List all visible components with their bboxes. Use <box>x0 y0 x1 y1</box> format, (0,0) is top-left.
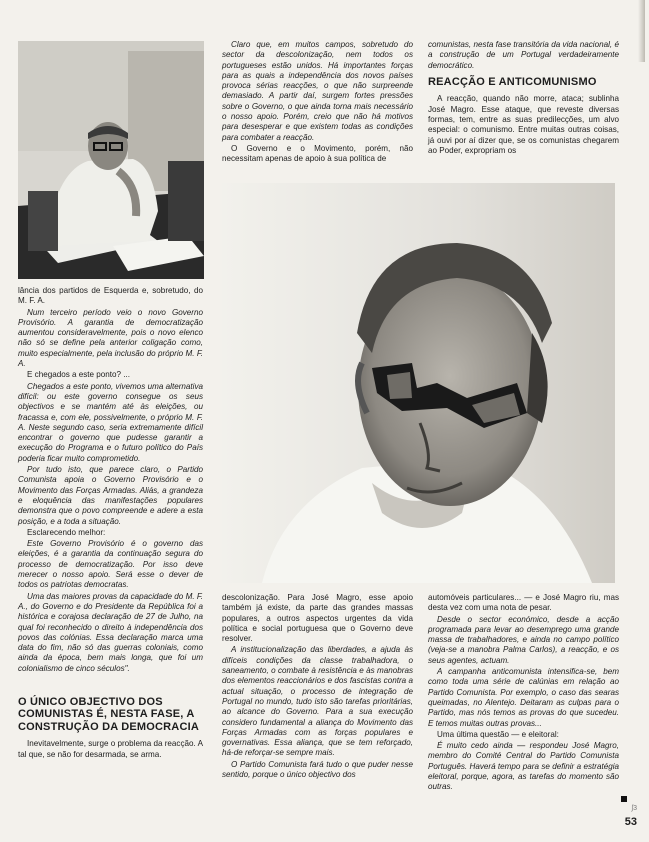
col1-bottom-paragraph: Por tudo isto, que parece claro, o Partido Comunista apoia o Governo Provisório e o Movimento das Forças Armadas. Aliás, a grandeza e eloquência das manifestações populares demonstra que o povo compreende e adere a esta posição, e a toda a situação. <box>18 465 203 526</box>
col3-bottom-paragraph: Desde o sector económico, desde a acção programada para levar ao desemprego uma grande massa de trabalhadores, e ainda no campo político (veja-se a manobra Palma Carlos), a reacção, e os seus agentes, actuam. <box>428 614 619 665</box>
column-3-top-text <box>428 40 619 157</box>
heading-reaccao: REACÇÃO E ANTICOMUNISMO <box>428 75 597 88</box>
page-number: 53 <box>624 816 637 828</box>
col2-top-paragraph: Claro que, em muitos campos, sobretudo do sector da descolonização, nem todos os portugueses estão unidos. Há importantes forças para as quais a independência dos novos países provoca sérias reacções, o que não surpreende demasiado. A partir daí, surgem fortes pressões sobre o Governo, o que ainda torna mais necessário o nosso apoio. Porém, creio que não há motivos para desesperar e que existem todas as condições para combater a reacção. <box>222 40 413 142</box>
col1-bottom-paragraph: Este Governo Provisório é o governo das eleições, é a garantia da continuação segura do processo de democratização. Por isso deve merecer o nosso apoio. Será esse o dever de todos os patriotas democratas. <box>18 539 203 590</box>
column-1-text <box>18 286 203 761</box>
heading-unico-objectivo: O ÚNICO OBJECTIVO DOS COMUNISTAS É, NESTA FASE, A CONSTRUÇÃO DA DEMOCRACIA <box>18 695 199 733</box>
col2-top-paragraph: O Governo e o Movimento, porém, não necessitam apenas de apoio à sua política de <box>222 143 413 164</box>
col1-end-paragraph: Inevitavelmente, surge o problema da reacção. A tal que, se não for desarmada, se arma. <box>18 739 203 759</box>
col3-bottom-paragraph: A campanha anticomunista intensifica-se, bem como toda uma série de calúnias em relação ao Partido Comunista. Por exemplo, o caso das searas queimadas, no Alentejo. Deitaram as culpas para o Partido, mas nós temos as provas do que sucedeu. E temos muitas outras provas... <box>428 667 619 728</box>
column-2-top-text <box>222 40 413 166</box>
col2-bottom-paragraph: A institucionalização das liberdades, a ajuda às difíceis condições da classe trabalhadora, o saneamento, o combate à resistência e às manobras dos elementos reaccionários e dos fascistas contra a actual situação, o processo de integração de Portugal no mundo, tudo isto são tarefas prioritárias, ao alcance do Governo. Para a sua execução considero fundamental a aliança do Movimento das Forças Armadas com as forças populares e governativas. Essa aliança, que se tem reforçado, há-de reforçar-se sempre mais. <box>222 645 413 758</box>
col1-bottom-paragraph: Esclarecendo melhor: <box>27 527 106 537</box>
col1-bottom-paragraph: Chegados a este ponto, vivemos uma alternativa difícil: ou este governo consegue os seus objectivos e se mantém até às eleições, ou fracassa e, com ele, possivelmente, o próprio M. F. A. Neste segundo caso, seria extremamente difícil encontrar o governo que pudesse garantir a execução do Programa e o futuro político do País poderia ficar muito comprometido. <box>18 381 203 463</box>
col1-bottom-paragraph: E chegados a este ponto? ... <box>27 370 131 380</box>
col3-bottom-paragraph: automóveis particulares... — e José Magro riu, mas desta vez com uma nota de pesar. <box>428 593 619 613</box>
col1-bottom-paragraph: lância dos partidos de Esquerda e, sobretudo, do M. F. A. <box>18 286 203 306</box>
end-square-mark <box>621 796 627 802</box>
photo-man-at-desk <box>18 41 204 279</box>
page-edge-shadow <box>638 0 645 62</box>
photo-jose-magro-portrait <box>222 183 615 583</box>
margin-mark: ʃ3 <box>631 805 637 812</box>
column-2-bottom-text <box>222 593 413 781</box>
col3-top-paragraph: comunistas, nesta fase transitória da vida nacional, é a construção de um Portugal verdadeiramente democrático. <box>428 40 619 70</box>
col2-bottom-paragraph: descolonização. Para José Magro, esse apoio também já existe, da parte das grandes massas populares, a outros aspectos urgentes da vida política e social portuguesa que o Governo deve resolver. <box>222 593 413 644</box>
col3-top2-paragraph: A reacção, quando não morre, ataca; sublinha José Magro. Esse ataque, que reveste diversas formas, tem, entre as suas predilecções, um alvo especial: o comunismo. Entre muitas outras coisas, já ouvi por aí dizer que, se os comunistas chegarem ao Poder, expropriam os <box>428 94 619 155</box>
col1-bottom-paragraph: Num terceiro período veio o novo Governo Provisório. A garantia de democratização aumentou consideravelmente, pois o novo elenco não só se define pela anterior coligação como, muito especialmente, pela inclusão do próprio M. F. A. <box>18 307 203 369</box>
column-3-bottom-text <box>428 593 619 794</box>
col1-bottom-paragraph: Uma das maiores provas da capacidade do M. F. A., do Governo e do Presidente da República foi a histórica e corajosa declaração de 27 de Julho, na qual foi reconhecido o direito à independência dos povos das colónias. Essa declaração marca uma data do fim, não só das guerras coloniais, como ainda da época, bem mais longa, que foi um colonialismo de cinco séculos". <box>18 591 203 673</box>
col3-bottom-paragraph: É muito cedo ainda — respondeu José Magro, membro do Comité Central do Partido Comunista Português. Haverá tempo para se definir a estratégia eleitoral, porque, agora, as tarefas do momento são outras. <box>428 741 619 792</box>
col2-bottom-paragraph: O Partido Comunista fará tudo o que puder nesse sentido, porque o único objectivo dos <box>222 759 413 780</box>
col3-bottom-paragraph: Uma última questão — e eleitoral: <box>437 729 559 739</box>
